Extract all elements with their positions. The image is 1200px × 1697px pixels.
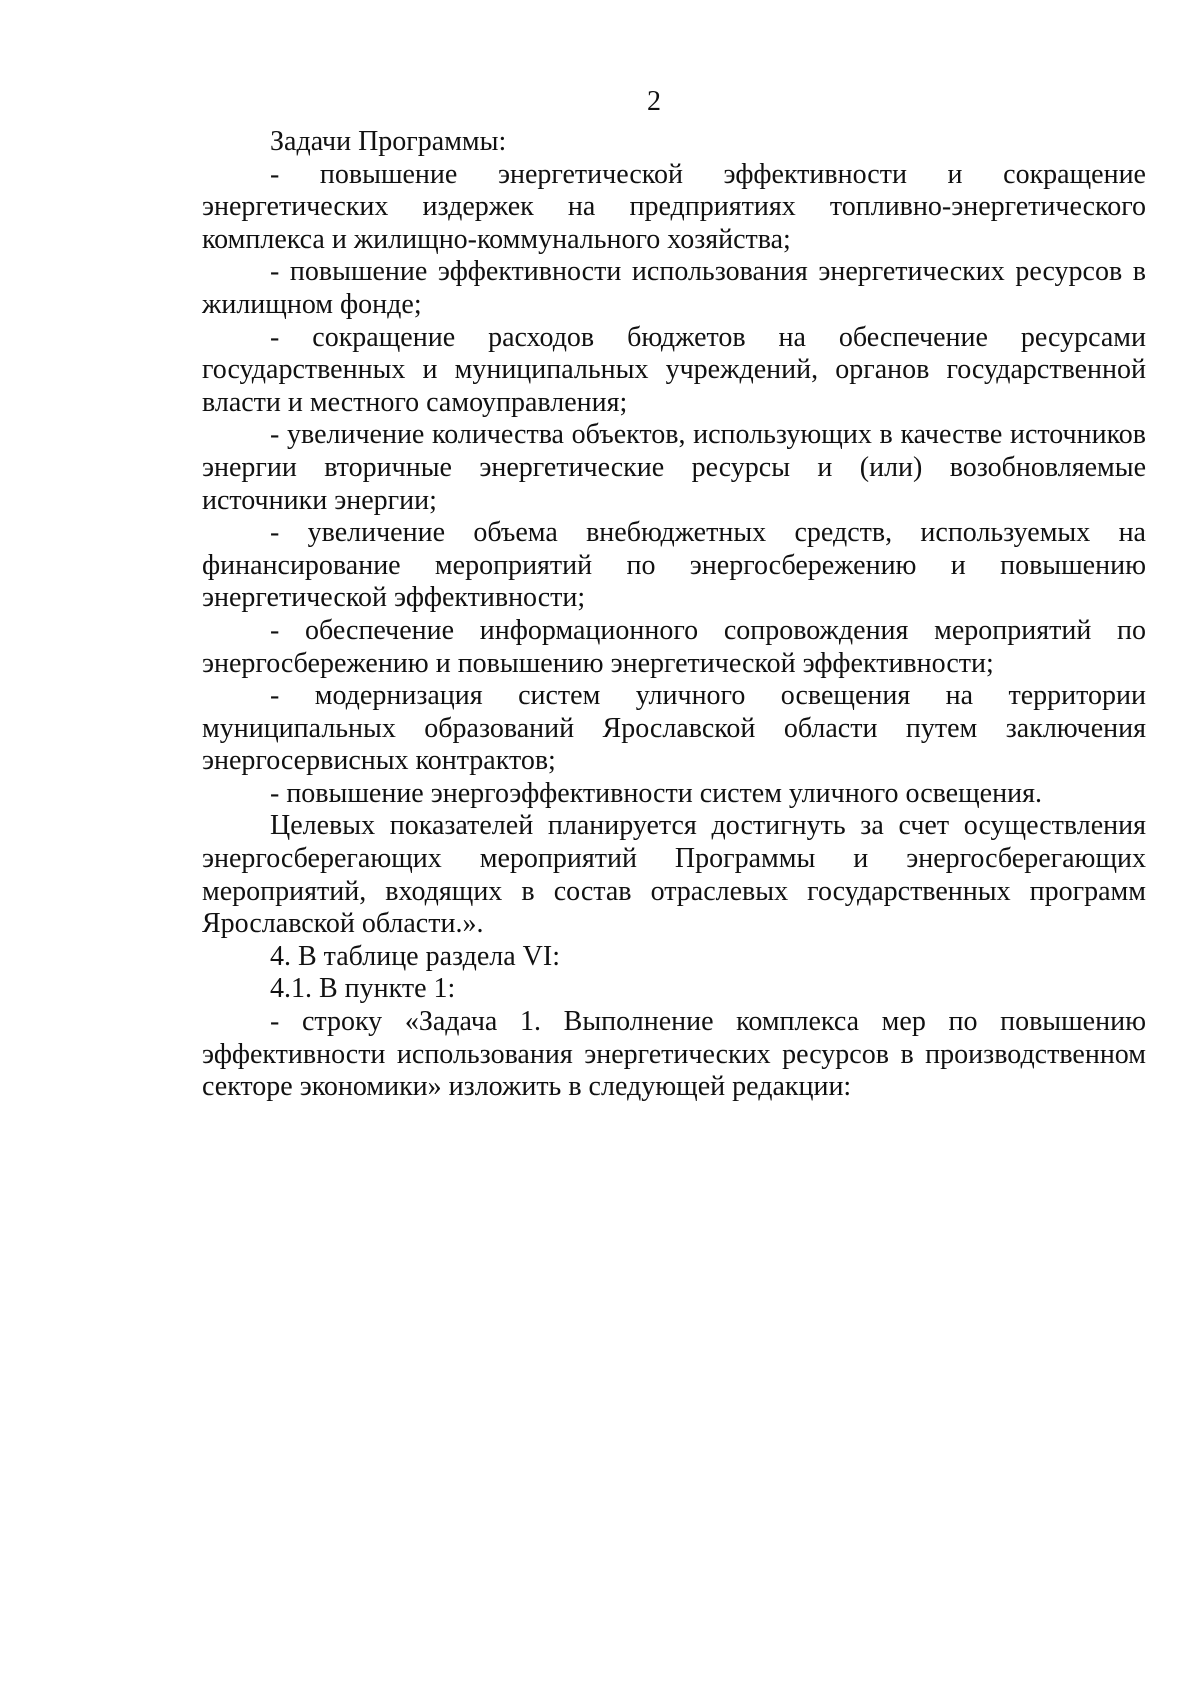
paragraph-targets: Целевых показателей планируется достигнуть за счет осуществления энергосберегающих мероприятий Программы и энергосберегающих мероприятий, входящих в состав отраслевых государственных программ Ярославской области.». [202, 810, 1146, 940]
paragraph-item-4: 4. В таблице раздела VI: [270, 940, 560, 972]
paragraph-row-task-1: - строку «Задача 1. Выполнение комплекса мер по повышению эффективности использования энергетических ресурсов в производственном секторе экономики» изложить в следующей редакции: [202, 1006, 1146, 1103]
paragraph-task-1: - повышение энергетической эффективности и сокращение энергетических издержек на предприятиях топливно-энергетического комплекса и жилищно-коммунального хозяйства; [202, 158, 1146, 255]
paragraph-tasks-heading: Задачи Программы: [270, 126, 507, 157]
paragraph-task-6: - обеспечение информационного сопровождения мероприятий по энергосбережению и повышению энергетической эффективности; [202, 614, 1146, 679]
paragraph-task-2: - повышение эффективности использования энергетических ресурсов в жилищном фонде; [202, 256, 1146, 320]
paragraph-task-7: - модернизация систем уличного освещения на территории муниципальных образований Ярославской области путем заключения энергосервисных контрактов; [202, 680, 1146, 777]
paragraph-task-8: - повышение энергоэффективности систем уличного освещения. [270, 777, 1042, 809]
document-body [202, 126, 1146, 1104]
paragraph-task-5: - увеличение объема внебюджетных средств, используемых на финансирование мероприятий по энергосбережению и повышению энергетической эффективности; [202, 517, 1146, 614]
paragraph-task-4: - увеличение количества объектов, использующих в качестве источников энергии вторичные энергетические ресурсы и (или) возобновляемые источники энергии; [202, 419, 1146, 516]
paragraph-task-3: - сокращение расходов бюджетов на обеспечение ресурсами государственных и муниципальных учреждений, органов государственной власти и местного самоуправления; [202, 321, 1146, 418]
page-number: 2 [647, 86, 661, 117]
paragraph-item-4-1: 4.1. В пункте 1: [270, 973, 456, 1005]
